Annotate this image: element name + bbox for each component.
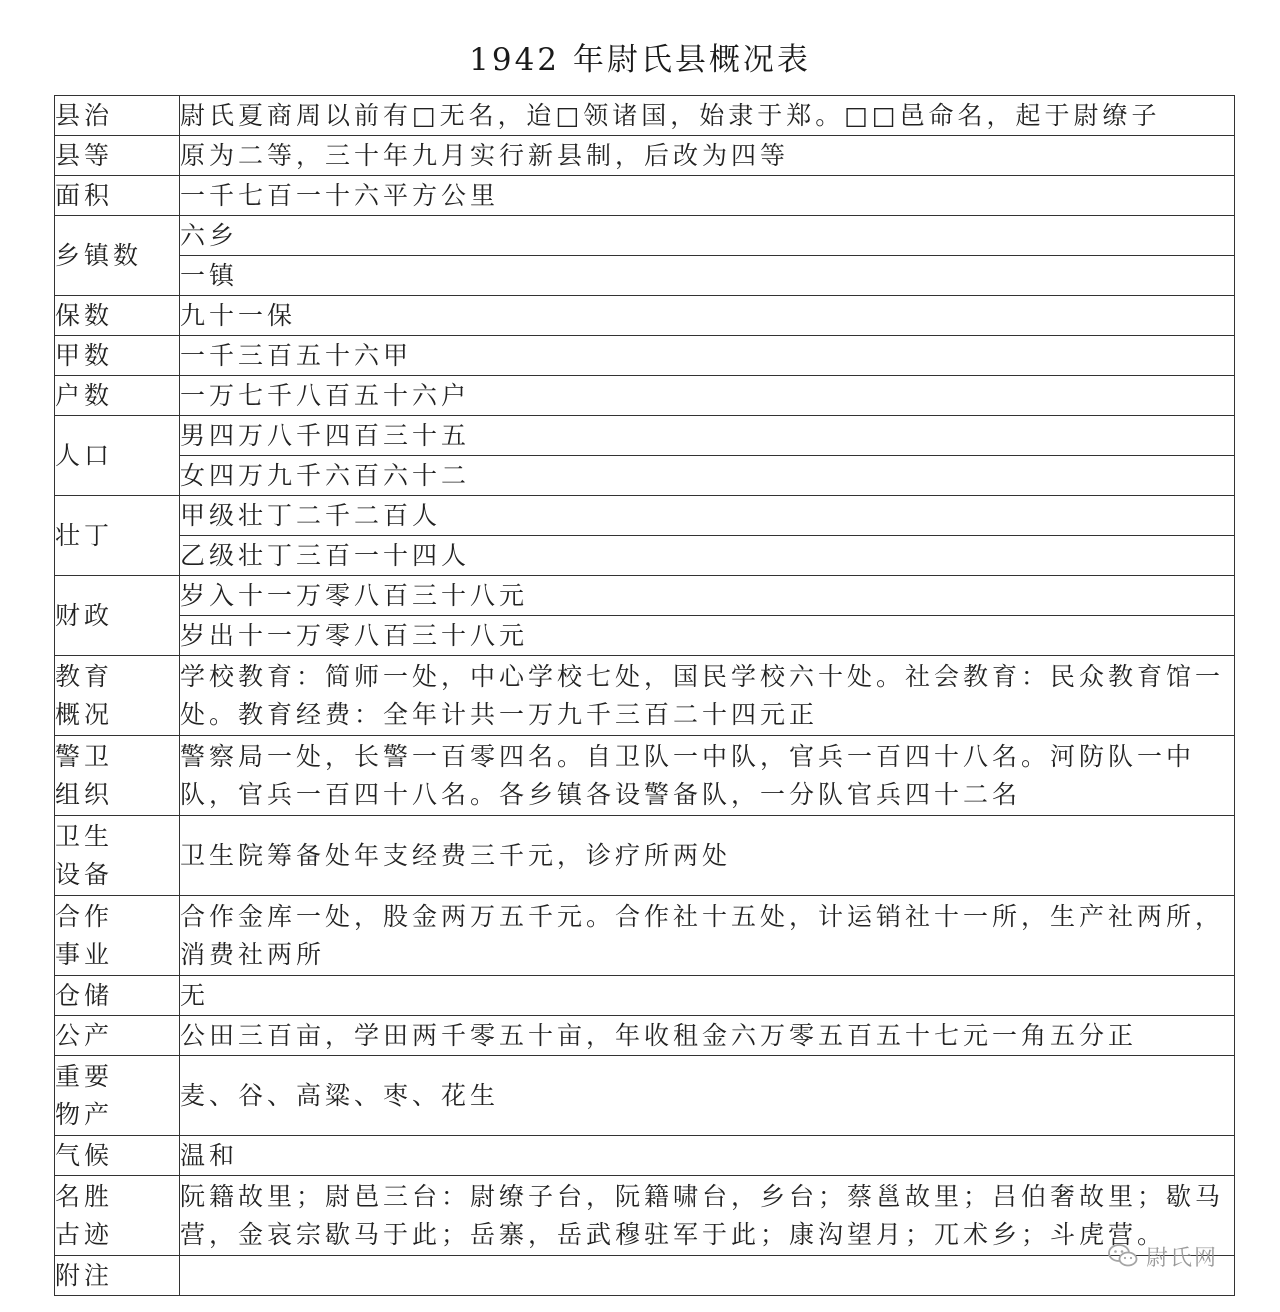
- table-row: [55, 456, 1235, 496]
- row-label: 卫生 设备: [55, 816, 180, 896]
- row-value: 学校教育：简师一处，中心学校七处，国民学校六十处。社会教育：民众教育馆一处。教育经费：全年计共一万九千三百二十四元正: [180, 656, 1235, 736]
- table-row: [55, 896, 1235, 976]
- row-value: 六乡: [180, 216, 1235, 256]
- row-value: 麦、谷、高粱、枣、花生: [180, 1056, 1235, 1136]
- table-row: [55, 1176, 1235, 1256]
- table-row: [55, 496, 1235, 536]
- row-value: 男四万八千四百三十五: [180, 416, 1235, 456]
- page-title: 1942 年尉氏县概况表: [469, 42, 811, 78]
- row-value: 一万七千八百五十六户: [180, 376, 1235, 416]
- row-label: 壮丁: [55, 496, 180, 576]
- table-row: [55, 96, 1235, 136]
- table-row: [55, 656, 1235, 736]
- wechat-logo-icon: [1108, 1243, 1138, 1269]
- row-value: 一镇: [180, 256, 1235, 296]
- watermark: [1108, 1239, 1218, 1273]
- table-row: [55, 1256, 1235, 1296]
- county-overview-table: [54, 95, 1235, 1296]
- table-row: [55, 976, 1235, 1016]
- table-row: [55, 376, 1235, 416]
- row-label: 警卫 组织: [55, 736, 180, 816]
- row-value: 阮籍故里；尉邑三台：尉缭子台，阮籍啸台，乡台；蔡邕故里；吕伯奢故里；歇马营，金哀宗歇马于此；岳寨，岳武穆驻军于此；康沟望月；兀术乡；斗虎营。: [180, 1176, 1235, 1256]
- table-row: [55, 536, 1235, 576]
- row-label: 人口: [55, 416, 180, 496]
- table-row: [55, 416, 1235, 456]
- row-value: 尉氏夏商周以前有□无名，迨□领诸国，始隶于郑。□□邑命名，起于尉缭子: [180, 96, 1235, 136]
- row-value: 九十一保: [180, 296, 1235, 336]
- table-row: [55, 256, 1235, 296]
- row-label: 面积: [55, 176, 180, 216]
- row-value: 一千三百五十六甲: [180, 336, 1235, 376]
- row-label: 县等: [55, 136, 180, 176]
- row-label: 气候: [55, 1136, 180, 1176]
- table-row: [55, 176, 1235, 216]
- table-row: [55, 136, 1235, 176]
- row-label: 教育 概况: [55, 656, 180, 736]
- table-row: [55, 336, 1235, 376]
- row-value: [180, 1256, 1235, 1296]
- table-row: [55, 576, 1235, 616]
- row-label: 附注: [55, 1256, 180, 1296]
- row-label: 名胜 古迹: [55, 1176, 180, 1256]
- row-label: 重要 物产: [55, 1056, 180, 1136]
- row-value: 警察局一处，长警一百零四名。自卫队一中队，官兵一百四十八名。河防队一中队，官兵一百四十八名。各乡镇各设警备队，一分队官兵四十二名: [180, 736, 1235, 816]
- table-row: [55, 1056, 1235, 1136]
- row-value: 甲级壮丁二千二百人: [180, 496, 1235, 536]
- row-value: 合作金库一处，股金两万五千元。合作社十五处，计运销社十一所，生产社两所，消费社两所: [180, 896, 1235, 976]
- row-label: 甲数: [55, 336, 180, 376]
- row-value: 无: [180, 976, 1235, 1016]
- watermark-text: 尉氏网: [1146, 1245, 1219, 1271]
- table-row: [55, 736, 1235, 816]
- row-value: 温和: [180, 1136, 1235, 1176]
- row-label: 财政: [55, 576, 180, 656]
- row-value: 卫生院筹备处年支经费三千元，诊疗所两处: [180, 816, 1235, 896]
- row-value: 一千七百一十六平方公里: [180, 176, 1235, 216]
- table-row: [55, 616, 1235, 656]
- row-label: 乡镇数: [55, 216, 180, 296]
- row-label: 县治: [55, 96, 180, 136]
- table-row: [55, 296, 1235, 336]
- row-value: 公田三百亩，学田两千零五十亩，年收租金六万零五百五十七元一角五分正: [180, 1016, 1235, 1056]
- row-label: 公产: [55, 1016, 180, 1056]
- table-row: [55, 816, 1235, 896]
- table-row: [55, 1136, 1235, 1176]
- row-value: 岁出十一万零八百三十八元: [180, 616, 1235, 656]
- row-label: 合作 事业: [55, 896, 180, 976]
- row-value: 原为二等，三十年九月实行新县制，后改为四等: [180, 136, 1235, 176]
- table-row: [55, 1016, 1235, 1056]
- row-value: 岁入十一万零八百三十八元: [180, 576, 1235, 616]
- row-label: 户数: [55, 376, 180, 416]
- row-value: 女四万九千六百六十二: [180, 456, 1235, 496]
- row-label: 仓储: [55, 976, 180, 1016]
- table-row: [55, 216, 1235, 256]
- row-label: 保数: [55, 296, 180, 336]
- row-value: 乙级壮丁三百一十四人: [180, 536, 1235, 576]
